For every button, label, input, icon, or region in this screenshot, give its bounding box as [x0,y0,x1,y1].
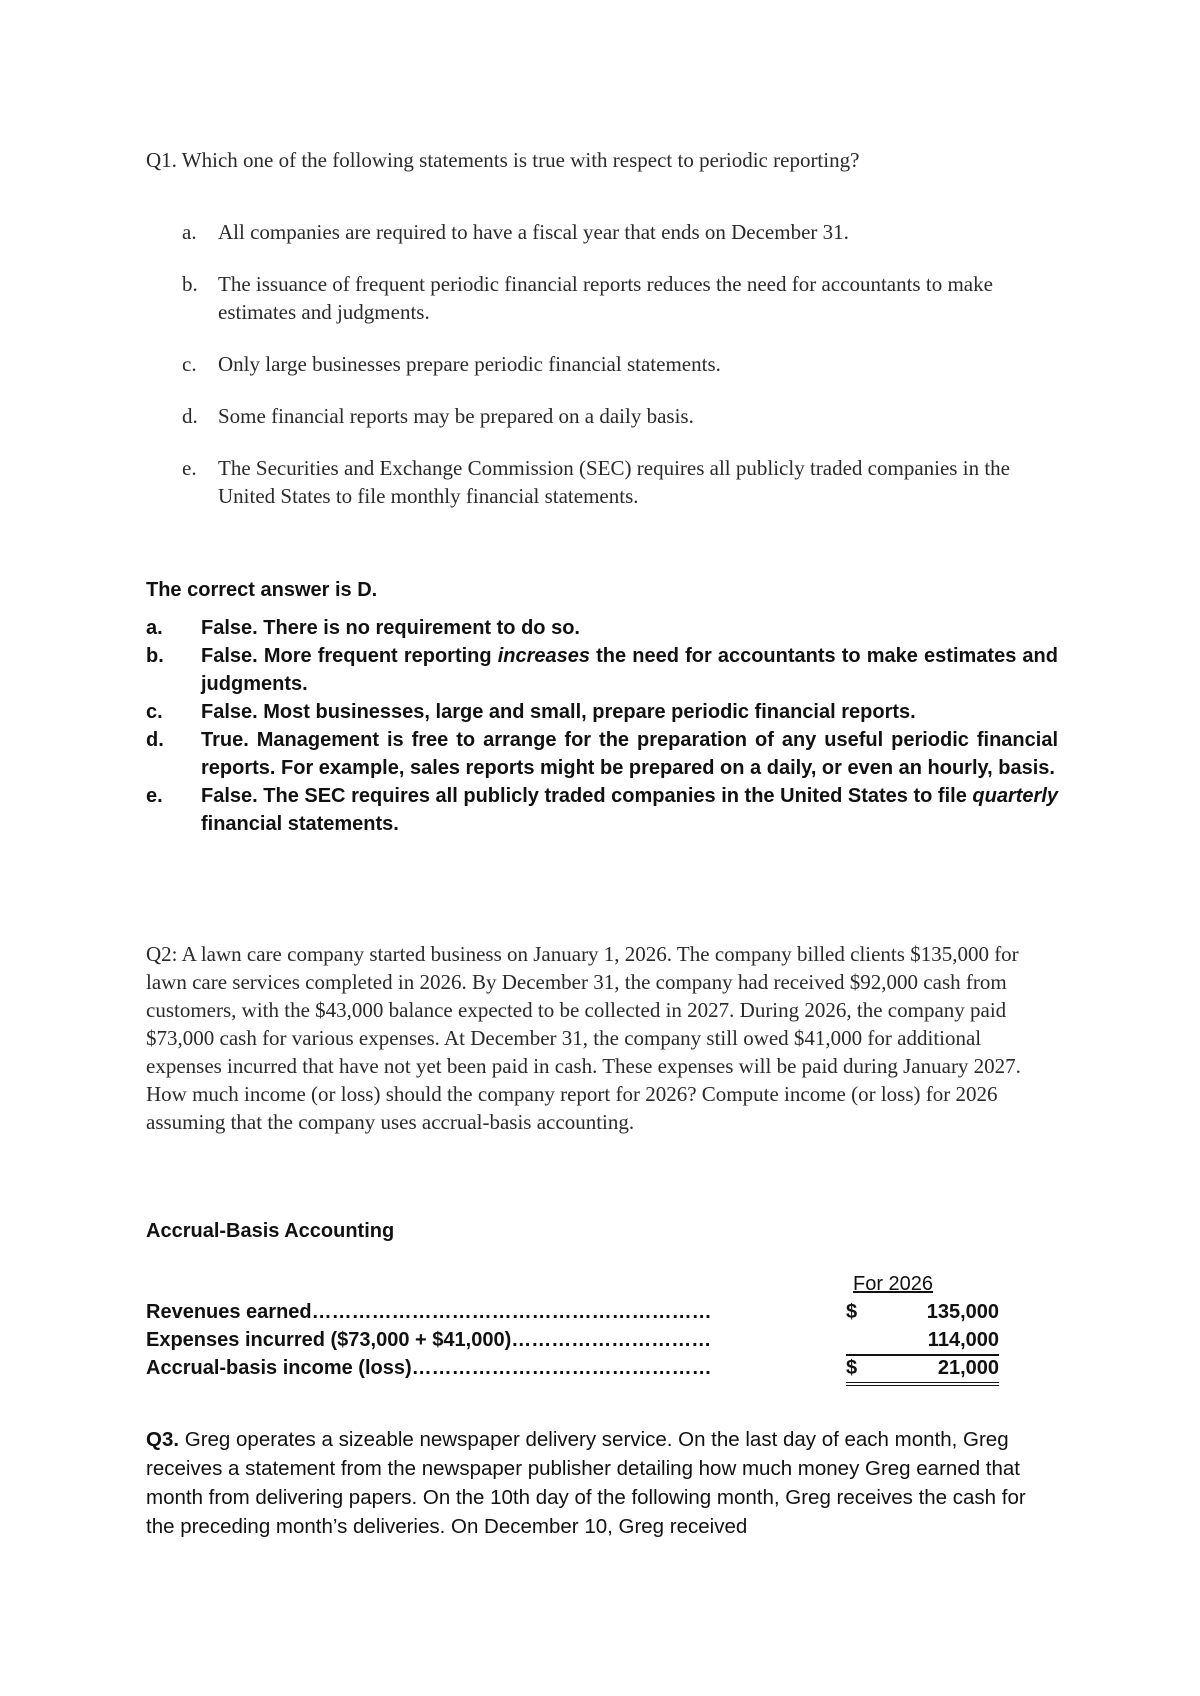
option-e [146,454,1086,510]
option-letter: d. [182,404,198,428]
option-text: Some financial reports may be prepared on a daily basis. [218,404,694,428]
answer-text: False. There is no requirement to do so. [201,617,580,639]
option-letter: a. [182,220,197,244]
option-letter: c. [182,352,197,376]
answer-letter: d. [146,729,164,751]
accrual-table [146,1270,1006,1382]
answer-letter: a. [146,617,163,639]
answer-b [146,642,1058,698]
answer-text-pre: False. More frequent reporting [201,645,498,667]
row-currency: $ [846,1301,858,1323]
row-currency: $ [846,1357,858,1379]
row-amount: 114,000 [846,1326,999,1356]
answer-text: False. Most businesses, large and small, prepare periodic financial reports. [201,701,916,723]
answer-d [146,726,1058,782]
table-row [146,1298,1006,1326]
row-label: Expenses incurred ($73,000 + $41,000)………………………… [146,1329,712,1351]
answer-letter: b. [146,645,164,667]
accrual-heading: Accrual-Basis Accounting [146,1220,395,1242]
answer-text [201,642,1058,698]
question-1-options [146,218,1086,534]
answer-text: True. Management is free to arrange for the preparation of any useful periodic financial reports. For example, sales reports might be prepared on a daily, or even an hourly, basis. [201,729,1058,779]
option-text: Only large businesses prepare periodic financial statements. [218,352,721,376]
row-amount: 135,000 [926,1301,999,1323]
answer-letter: c. [146,701,163,723]
answer-c [146,698,1058,726]
option-text: The Securities and Exchange Commission (SEC) requires all publicly traded companies in the United States to file monthly financial statements. [218,456,1010,508]
question-2-text: Q2: A lawn care company started business on January 1, 2026. The company billed clients $135,000 for lawn care services completed in 2026. By December 31, the company had received $92,000 cash from customers, with the $43,000 balance expected to be collected in 2027. During 2026, the company paid $73,000 cash for various expenses. At December 31, the company still owed $41,000 for additional expenses incurred that have not yet been paid in cash. These expenses will be paid during January 2027. How much income (or loss) should the company report for 2026? Compute income (or loss) for 2026 assuming that the company uses accrual-basis accounting. [146,942,1021,1134]
answer-emphasis: quarterly [972,785,1058,807]
answer-text [201,782,1058,838]
option-letter: b. [182,272,198,296]
question-3-text [146,1425,1058,1541]
answer-letter: e. [146,785,163,807]
row-label: Revenues earned…………………………………………………… [146,1301,712,1323]
question-1-stem: Q1. Which one of the following statements is true with respect to periodic reporting? [146,148,860,172]
answer-emphasis: increases [497,645,591,667]
table-row [146,1326,1006,1354]
option-b [146,270,1086,326]
option-c [146,350,1086,378]
answer-a [146,614,1058,642]
option-text: All companies are required to have a fiscal year that ends on December 31. [218,220,849,244]
answer-text-post: the need for accountants to make estimates and judgments. [201,645,1058,695]
answer-explanations [146,614,1058,838]
option-d [146,402,1086,430]
table-header-row [146,1270,1006,1298]
answer-e [146,782,1058,838]
row-label: Accrual-basis income (loss)……………………………………… [146,1357,712,1379]
column-header: For 2026 [853,1273,934,1295]
answer-heading: The correct answer is D. [146,579,378,601]
question-3-lead: Q3. [146,1428,180,1451]
answer-text-pre: False. The SEC requires all publicly traded companies in the United States to file [201,785,973,807]
option-text: The issuance of frequent periodic financial reports reduces the need for accountants to make estimates and judgments. [218,272,993,324]
question-3-body: Greg operates a sizeable newspaper delivery service. On the last day of each month, Greg receives a statement from the newspaper publisher detailing how much money Greg earned that month from delivering papers. On the 10th day of the following month, Greg receives the cash for the preceding month’s deliveries. On December 10, Greg received [146,1428,1026,1538]
option-letter: e. [182,456,197,480]
option-a [146,218,1086,246]
row-amount: 21,000 [846,1354,999,1386]
table-row-total [146,1354,1006,1382]
answer-text-post: financial statements. [201,813,399,835]
